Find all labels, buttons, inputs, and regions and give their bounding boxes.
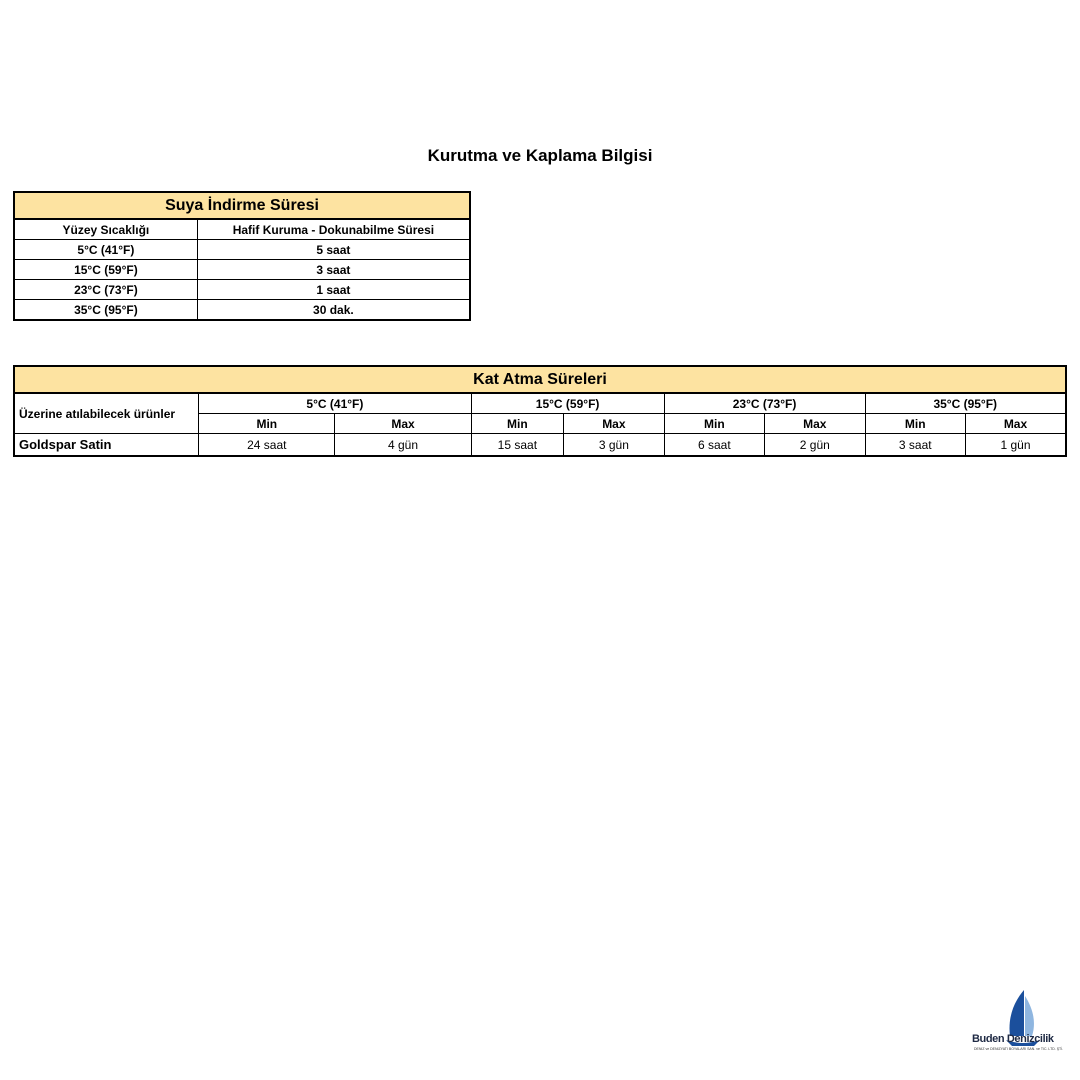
max-time-cell: 3 gün: [564, 434, 664, 457]
max-time-cell: 4 gün: [335, 434, 471, 457]
recoat-table-heading: Kat Atma Süreleri: [14, 366, 1066, 393]
drying-time-table: [13, 191, 471, 321]
temperature-header: 35°C (95°F): [865, 393, 1066, 414]
temperature-cell: 23°C (73°F): [14, 280, 197, 300]
min-header: Min: [664, 414, 764, 434]
col-header-touch-dry-time: Hafif Kuruma - Dokunabilme Süresi: [197, 219, 470, 240]
table-row: [14, 240, 470, 260]
logo-brand-text: Buden Denizcilik: [972, 1033, 1054, 1045]
min-header: Min: [865, 414, 965, 434]
temperature-cell: 15°C (59°F): [14, 260, 197, 280]
min-header: Min: [199, 414, 335, 434]
row-label-applicable-products: Üzerine atılabilecek ürünler: [14, 393, 199, 434]
temperature-cell: 5°C (41°F): [14, 240, 197, 260]
max-header: Max: [564, 414, 664, 434]
min-time-cell: 24 saat: [199, 434, 335, 457]
temperature-cell: 35°C (95°F): [14, 300, 197, 321]
min-time-cell: 15 saat: [471, 434, 564, 457]
min-header: Min: [471, 414, 564, 434]
max-header: Max: [965, 414, 1066, 434]
max-time-cell: 1 gün: [965, 434, 1066, 457]
logo-subtitle: DENIZ ve DENIZYATI BOYALARI SAN. ve TIC. LTD. ŞTİ.: [974, 1047, 1064, 1051]
company-logo: [972, 988, 1072, 1068]
temperature-header: 15°C (59°F): [471, 393, 664, 414]
table-row: [14, 434, 1066, 457]
product-name: Goldspar Satin: [14, 434, 199, 457]
drying-time-cell: 1 saat: [197, 280, 470, 300]
drying-time-cell: 5 saat: [197, 240, 470, 260]
drying-table-heading: Suya İndirme Süresi: [14, 192, 470, 219]
temperature-header: 5°C (41°F): [199, 393, 471, 414]
table-row: [14, 300, 470, 321]
drying-time-cell: 30 dak.: [197, 300, 470, 321]
max-time-cell: 2 gün: [765, 434, 865, 457]
col-header-surface-temperature: Yüzey Sıcaklığı: [14, 219, 197, 240]
max-header: Max: [335, 414, 471, 434]
recoat-time-table: [13, 365, 1067, 457]
table-row: [14, 280, 470, 300]
table-row: [14, 260, 470, 280]
min-time-cell: 6 saat: [664, 434, 764, 457]
temperature-header: 23°C (73°F): [664, 393, 865, 414]
min-time-cell: 3 saat: [865, 434, 965, 457]
max-header: Max: [765, 414, 865, 434]
page-title: Kurutma ve Kaplama Bilgisi: [427, 146, 653, 165]
drying-time-cell: 3 saat: [197, 260, 470, 280]
